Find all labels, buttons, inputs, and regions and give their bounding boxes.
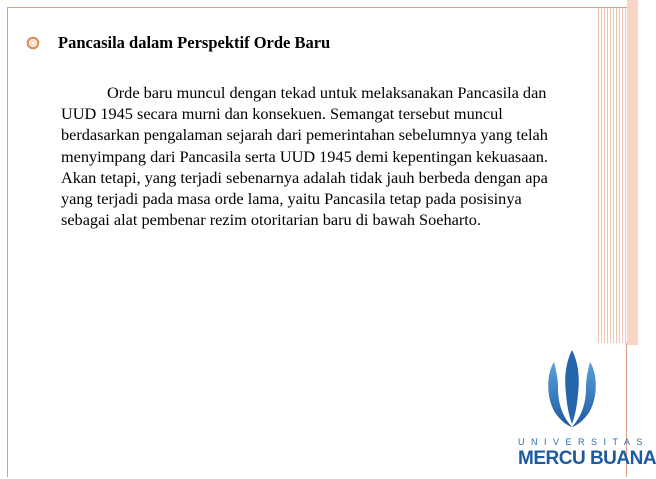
- mercu-buana-logo: [518, 348, 656, 470]
- body-paragraph: Orde baru muncul dengan tekad untuk melaksanakan Pancasila dan UUD 1945 secara murni dan konsekuen. Semangat tersebut muncul berdasarkan pengalaman sejarah dari pemerintahan sebelumnya yang telah menyimpang dari Pancasila serta UUD 1945 demi kepentingan kekuasaan. Akan tetapi, yang terjadi sebenarnya adalah tidak jauh berbeda dengan apa yang terjadi pada masa orde lama, yaitu Pancasila tetap pada posisinya sebagai alat pembenar rezim otoritarian baru di bawah Soeharto.: [61, 83, 548, 230]
- logo-university-label: UNIVERSITAS: [518, 437, 649, 447]
- ring-bullet-icon: [22, 32, 44, 54]
- decorative-stripe-edge: [627, 0, 638, 345]
- slide-heading: Pancasila dalam Perspektif Orde Baru: [58, 33, 331, 52]
- logo-university-name: MERCU BUANA: [518, 448, 656, 469]
- decorative-stripes: [598, 8, 627, 343]
- logo-emblem-icon: [542, 348, 602, 428]
- heading-bullet: [22, 32, 582, 54]
